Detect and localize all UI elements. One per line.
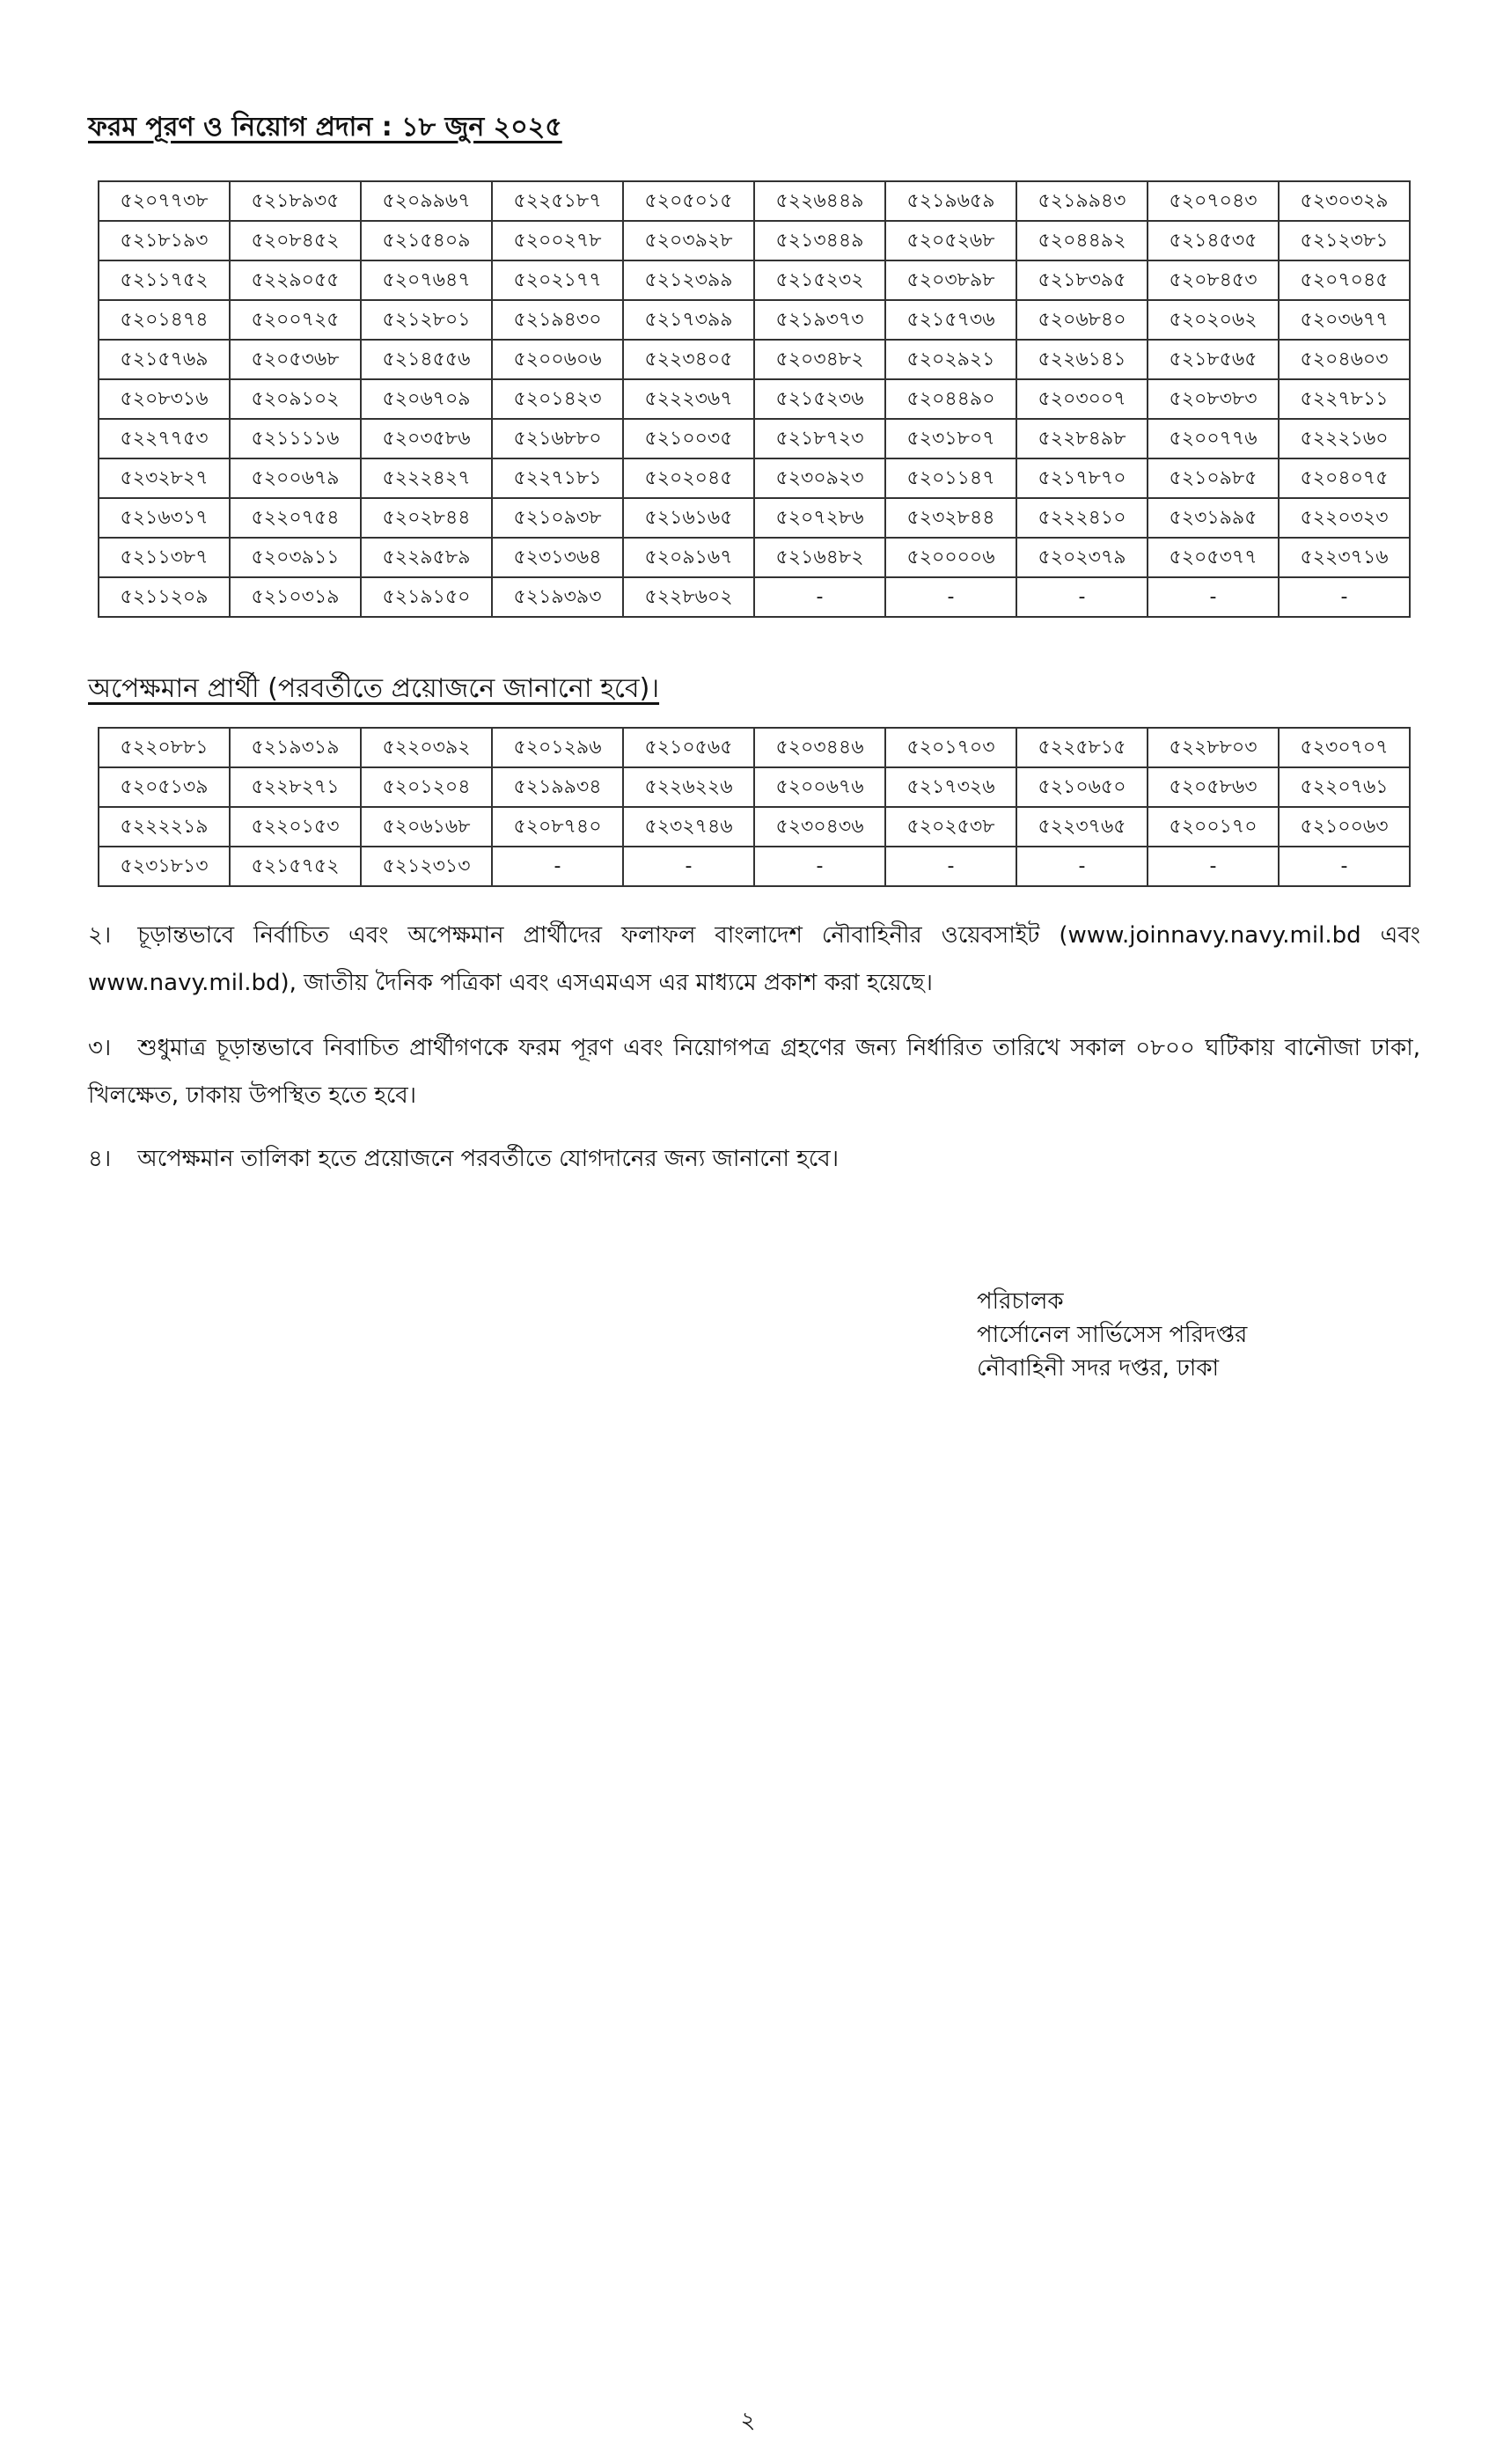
waiting-list-heading: অপেক্ষমান প্রার্থী (পরবর্তীতে প্রয়োজনে জানানো হবে)। bbox=[88, 673, 660, 704]
table-cell: ৫২৩১৮০৭ bbox=[885, 419, 1016, 458]
table-cell: ৫২২৭১৮১ bbox=[492, 458, 623, 498]
table-cell: ৫২০৬৭০৯ bbox=[361, 379, 492, 419]
table-cell: ৫২০২০৬২ bbox=[1148, 300, 1279, 340]
table-cell: ৫২১৯৪৩০ bbox=[492, 300, 623, 340]
table-cell: ৫২০৩৪৮২ bbox=[754, 340, 885, 379]
table-cell: ৫২২৯০৫৫ bbox=[230, 260, 361, 300]
table-cell: ৫২০৯৯৬৭ bbox=[361, 181, 492, 221]
table-cell: ৫২২৩৭১৬ bbox=[1279, 538, 1410, 577]
table-cell: ৫২০২৫৩৮ bbox=[885, 807, 1016, 847]
signatory-department: পার্সোনেল সার্ভিসেস পরিদপ্তর bbox=[977, 1322, 1248, 1348]
table-cell: ৫২০৪০৭৫ bbox=[1279, 458, 1410, 498]
table-cell: ৫২০৭২৮৬ bbox=[754, 498, 885, 538]
table-cell: ৫২০৭০৪৩ bbox=[1148, 181, 1279, 221]
table-cell: ৫২০১৭০৩ bbox=[885, 728, 1016, 767]
table-cell: ৫২৩০৩২৯ bbox=[1279, 181, 1410, 221]
table-cell: ৫২০৭৭৩৮ bbox=[99, 181, 230, 221]
table-cell: - bbox=[754, 847, 885, 886]
table-cell: ৫২০৯১০২ bbox=[230, 379, 361, 419]
table-cell: ৫২১৫৭৫২ bbox=[230, 847, 361, 886]
table-cell: ৫২১৩৪৪৯ bbox=[754, 221, 885, 260]
table-cell: - bbox=[623, 847, 754, 886]
paragraph-3 bbox=[88, 1024, 1420, 1119]
table-cell: ৫২২৮২৭১ bbox=[230, 767, 361, 807]
table-cell: ৫২০৫০১৫ bbox=[623, 181, 754, 221]
table-cell: ৫২১৮৯৩৫ bbox=[230, 181, 361, 221]
table-cell: ৫২০০৬০৬ bbox=[492, 340, 623, 379]
table-cell: ৫২০২৯২১ bbox=[885, 340, 1016, 379]
table-cell: ৫২১১১১৬ bbox=[230, 419, 361, 458]
table-cell: ৫২২৮৪৯৮ bbox=[1016, 419, 1148, 458]
table-cell: ৫২১৯৩৯৩ bbox=[492, 577, 623, 617]
table-cell: ৫২০৪৪৯২ bbox=[1016, 221, 1148, 260]
form-heading: ফরম পূরণ ও নিয়োগ প্রদান : ১৮ জুন ২০২৫ bbox=[88, 112, 562, 143]
table-cell: ৫২০২১৭৭ bbox=[492, 260, 623, 300]
table-row bbox=[99, 419, 1410, 458]
table-cell: ৫২১৪৫৩৫ bbox=[1148, 221, 1279, 260]
table-cell: ৫২০৩৮৯৮ bbox=[885, 260, 1016, 300]
table-cell: ৫২০২০৪৫ bbox=[623, 458, 754, 498]
table-cell: ৫২১৪৫৫৬ bbox=[361, 340, 492, 379]
table-cell: ৫২১৫৪০৯ bbox=[361, 221, 492, 260]
table-cell: ৫২০৬১৬৮ bbox=[361, 807, 492, 847]
table-row bbox=[99, 847, 1410, 886]
waiting-candidates-table bbox=[98, 727, 1411, 887]
table-cell: ৫২০৫৮৬৩ bbox=[1148, 767, 1279, 807]
table-row bbox=[99, 260, 1410, 300]
table-row bbox=[99, 300, 1410, 340]
table-row bbox=[99, 181, 1410, 221]
table-cell: ৫২১৫২৩২ bbox=[754, 260, 885, 300]
table-cell: ৫২১০৬৫০ bbox=[1016, 767, 1148, 807]
table-cell: ৫২২২৪২৭ bbox=[361, 458, 492, 498]
table-cell: ৫২২০৩২৩ bbox=[1279, 498, 1410, 538]
table-cell: ৫২১৯৯৪৩ bbox=[1016, 181, 1148, 221]
table-cell: ৫২০৫১৩৯ bbox=[99, 767, 230, 807]
table-cell: ৫২২২৩৬৭ bbox=[623, 379, 754, 419]
table-cell: ৫২০৮৭৪০ bbox=[492, 807, 623, 847]
table-cell: ৫২০০১৭০ bbox=[1148, 807, 1279, 847]
table-cell: ৫২১৬১৬৫ bbox=[623, 498, 754, 538]
table-cell: ৫২২৩৪০৫ bbox=[623, 340, 754, 379]
table-cell: ৫২১৮৫৬৫ bbox=[1148, 340, 1279, 379]
table-cell: ৫২১৯৩৭৩ bbox=[754, 300, 885, 340]
table-cell: ৫২১১২০৯ bbox=[99, 577, 230, 617]
table-cell: - bbox=[1279, 847, 1410, 886]
table-cell: ৫২০৩৪৪৬ bbox=[754, 728, 885, 767]
table-cell: ৫২১৫২৩৬ bbox=[754, 379, 885, 419]
table-cell: ৫২২০৭৫৪ bbox=[230, 498, 361, 538]
table-cell: ৫২০৯১৬৭ bbox=[623, 538, 754, 577]
table-cell: ৫২২৮৬০২ bbox=[623, 577, 754, 617]
table-cell: ৫২১০৫৬৫ bbox=[623, 728, 754, 767]
table-cell: ৫২৩০৪৩৬ bbox=[754, 807, 885, 847]
table-cell: ৫২২০৩৯২ bbox=[361, 728, 492, 767]
table-cell: - bbox=[1148, 847, 1279, 886]
table-cell: ৫২০৫৩৭৭ bbox=[1148, 538, 1279, 577]
table-row bbox=[99, 538, 1410, 577]
table-cell: ৫২০৩৯১১ bbox=[230, 538, 361, 577]
table-cell: ৫২২৫৮১৫ bbox=[1016, 728, 1148, 767]
table-cell: ৫২০১৪৭৪ bbox=[99, 300, 230, 340]
paragraph-number: ২। bbox=[88, 922, 112, 949]
table-cell: ৫২১০০৬৩ bbox=[1279, 807, 1410, 847]
table-cell: ৫২১৬৮৮০ bbox=[492, 419, 623, 458]
table-cell: ৫২১১৩৮৭ bbox=[99, 538, 230, 577]
table-cell: ৫২২০৮৮১ bbox=[99, 728, 230, 767]
table-cell: ৫২১০৯৩৮ bbox=[492, 498, 623, 538]
table-cell: ৫২২২৪১০ bbox=[1016, 498, 1148, 538]
table-cell: ৫২১৬৪৮২ bbox=[754, 538, 885, 577]
table-cell: ৫২১০০৩৫ bbox=[623, 419, 754, 458]
table-cell: ৫২৩২৭৪৬ bbox=[623, 807, 754, 847]
table-cell: ৫২০৮৪৫২ bbox=[230, 221, 361, 260]
table-cell: ৫২১২৩৮১ bbox=[1279, 221, 1410, 260]
table-cell: ৫২০৫৩৬৮ bbox=[230, 340, 361, 379]
paragraph-text: চূড়ান্তভাবে নির্বাচিত এবং অপেক্ষমান প্রার্থীদের ফলাফল বাংলাদেশ নৌবাহিনীর ওয়েবসাইট (www.joinnavy.navy.mil.bd এবং www.navy.mil.bd), জাতীয় দৈনিক পত্রিকা এবং এসএমএস এর মাধ্যমে প্রকাশ করা হয়েছে। bbox=[88, 922, 1420, 996]
table-cell: ৫২২৬১৪১ bbox=[1016, 340, 1148, 379]
table-cell: ৫২০৭০৪৫ bbox=[1279, 260, 1410, 300]
table-row bbox=[99, 728, 1410, 767]
table-row bbox=[99, 379, 1410, 419]
paragraph-text: শুধুমাত্র চূড়ান্তভাবে নিবাচিত প্রার্থীগণকে ফরম পূরণ এবং নিয়োগপত্র গ্রহণের জন্য নির্ধারিত তারিখে সকাল ০৮০০ ঘটিকায় বানৌজা ঢাকা, খিলক্ষেত, ঢাকায় উপস্থিত হতে হবে। bbox=[88, 1035, 1420, 1109]
table-cell: ৫২১১৭৫২ bbox=[99, 260, 230, 300]
table-cell: ৫২২৯৫৮৯ bbox=[361, 538, 492, 577]
table-cell: ৫২১৮৩৯৫ bbox=[1016, 260, 1148, 300]
table-cell: - bbox=[885, 577, 1016, 617]
table-cell: ৫২০৩৫৮৬ bbox=[361, 419, 492, 458]
paragraph-2 bbox=[88, 912, 1420, 1007]
table-cell: ৫২০৫২৬৮ bbox=[885, 221, 1016, 260]
table-cell: ৫২১৮৭২৩ bbox=[754, 419, 885, 458]
table-cell: ৫২২২২১৯ bbox=[99, 807, 230, 847]
table-cell: ৫২১০৯৮৫ bbox=[1148, 458, 1279, 498]
table-cell: ৫২০৮৩৮৩ bbox=[1148, 379, 1279, 419]
table-cell: ৫২০৮৪৫৩ bbox=[1148, 260, 1279, 300]
table-row bbox=[99, 498, 1410, 538]
table-cell: ৫২০৬৮৪০ bbox=[1016, 300, 1148, 340]
table-row bbox=[99, 458, 1410, 498]
table-cell: ৫২০৪৬০৩ bbox=[1279, 340, 1410, 379]
table-cell: ৫২৩০৯২৩ bbox=[754, 458, 885, 498]
table-cell: ৫২২৭৭৫৩ bbox=[99, 419, 230, 458]
table-cell: ৫২১৭৩৯৯ bbox=[623, 300, 754, 340]
table-cell: ৫২০১২৯৬ bbox=[492, 728, 623, 767]
table-cell: - bbox=[1279, 577, 1410, 617]
table-cell: ৫২০৪৪৯০ bbox=[885, 379, 1016, 419]
table-cell: ৫২১০৩১৯ bbox=[230, 577, 361, 617]
table-row bbox=[99, 577, 1410, 617]
table-cell: ৫২৩০৭০৭ bbox=[1279, 728, 1410, 767]
table-cell: ৫২১৯১৫০ bbox=[361, 577, 492, 617]
table-cell: ৫২২২১৬০ bbox=[1279, 419, 1410, 458]
table-cell: ৫২০৩৬৭৭ bbox=[1279, 300, 1410, 340]
page-number: ২ bbox=[740, 2408, 756, 2434]
table-cell: ৫২১২৮০১ bbox=[361, 300, 492, 340]
table-cell: ৫২২৫১৮৭ bbox=[492, 181, 623, 221]
table-cell: ৫২০০৭৭৬ bbox=[1148, 419, 1279, 458]
table-cell: - bbox=[1016, 847, 1148, 886]
table-row bbox=[99, 340, 1410, 379]
table-cell: ৫২১২৩১৩ bbox=[361, 847, 492, 886]
table-cell: ৫২০২৮৪৪ bbox=[361, 498, 492, 538]
table-cell: ৫২০১২০৪ bbox=[361, 767, 492, 807]
table-row bbox=[99, 807, 1410, 847]
table-cell: ৫২০২৩৭৯ bbox=[1016, 538, 1148, 577]
table-cell: - bbox=[1148, 577, 1279, 617]
table-cell: ৫২২০১৫৩ bbox=[230, 807, 361, 847]
signatory-office: নৌবাহিনী সদর দপ্তর, ঢাকা bbox=[977, 1355, 1220, 1382]
table-cell: ৫২১৫৭৬৯ bbox=[99, 340, 230, 379]
table-cell: ৫২২৭৮১১ bbox=[1279, 379, 1410, 419]
table-cell: - bbox=[492, 847, 623, 886]
table-cell: ৫২০১৪২৩ bbox=[492, 379, 623, 419]
table-cell: ৫২২৮৮০৩ bbox=[1148, 728, 1279, 767]
table-cell: ৫২১২৩৯৯ bbox=[623, 260, 754, 300]
table-cell: - bbox=[885, 847, 1016, 886]
selected-candidates-table bbox=[98, 180, 1411, 618]
table-row bbox=[99, 221, 1410, 260]
table-cell: ৫২১৯৬৫৯ bbox=[885, 181, 1016, 221]
paragraph-number: ৪। bbox=[88, 1146, 112, 1172]
table-cell: ৫২০০৬৭৯ bbox=[230, 458, 361, 498]
table-cell: ৫২৩২৮২৭ bbox=[99, 458, 230, 498]
table-cell: ৫২২৬৪৪৯ bbox=[754, 181, 885, 221]
table-cell: ৫২২৬২২৬ bbox=[623, 767, 754, 807]
table-cell: ৫২০৮৩১৬ bbox=[99, 379, 230, 419]
table-cell: ৫২১৫৭৩৬ bbox=[885, 300, 1016, 340]
table-cell: ৫২০০৬৭৬ bbox=[754, 767, 885, 807]
table-cell: ৫২১৯৩১৯ bbox=[230, 728, 361, 767]
table-cell: ৫২০৭৬৪৭ bbox=[361, 260, 492, 300]
table-cell: ৫২০০২৭৮ bbox=[492, 221, 623, 260]
table-cell: ৫২৩১৮১৩ bbox=[99, 847, 230, 886]
table-cell: ৫২৩২৮৪৪ bbox=[885, 498, 1016, 538]
table-cell: ৫২০০০০৬ bbox=[885, 538, 1016, 577]
table-cell: ৫২১৭৩২৬ bbox=[885, 767, 1016, 807]
table-cell: ৫২০১১৪৭ bbox=[885, 458, 1016, 498]
table-cell: - bbox=[754, 577, 885, 617]
table-cell: ৫২১৭৮৭০ bbox=[1016, 458, 1148, 498]
table-cell: ৫২০৩০০৭ bbox=[1016, 379, 1148, 419]
table-cell: ৫২০০৭২৫ bbox=[230, 300, 361, 340]
table-cell: ৫২১৬৩১৭ bbox=[99, 498, 230, 538]
paragraph-number: ৩। bbox=[88, 1035, 112, 1061]
paragraph-4 bbox=[88, 1135, 1420, 1183]
table-cell: ৫২৩১৩৬৪ bbox=[492, 538, 623, 577]
signature-block bbox=[977, 1285, 1247, 1385]
signatory-title: পরিচালক bbox=[977, 1288, 1064, 1315]
paragraph-text: অপেক্ষমান তালিকা হতে প্রয়োজনে পরবর্তীতে যোগদানের জন্য জানানো হবে। bbox=[137, 1146, 840, 1172]
table-cell: ৫২২০৭৬১ bbox=[1279, 767, 1410, 807]
table-cell: ৫২২৩৭৬৫ bbox=[1016, 807, 1148, 847]
table-cell: ৫২১৯৯৩৪ bbox=[492, 767, 623, 807]
table-cell: ৫২৩১৯৯৫ bbox=[1148, 498, 1279, 538]
table-cell: ৫২১৮১৯৩ bbox=[99, 221, 230, 260]
table-cell: ৫২০৩৯২৮ bbox=[623, 221, 754, 260]
table-cell: - bbox=[1016, 577, 1148, 617]
table-row bbox=[99, 767, 1410, 807]
